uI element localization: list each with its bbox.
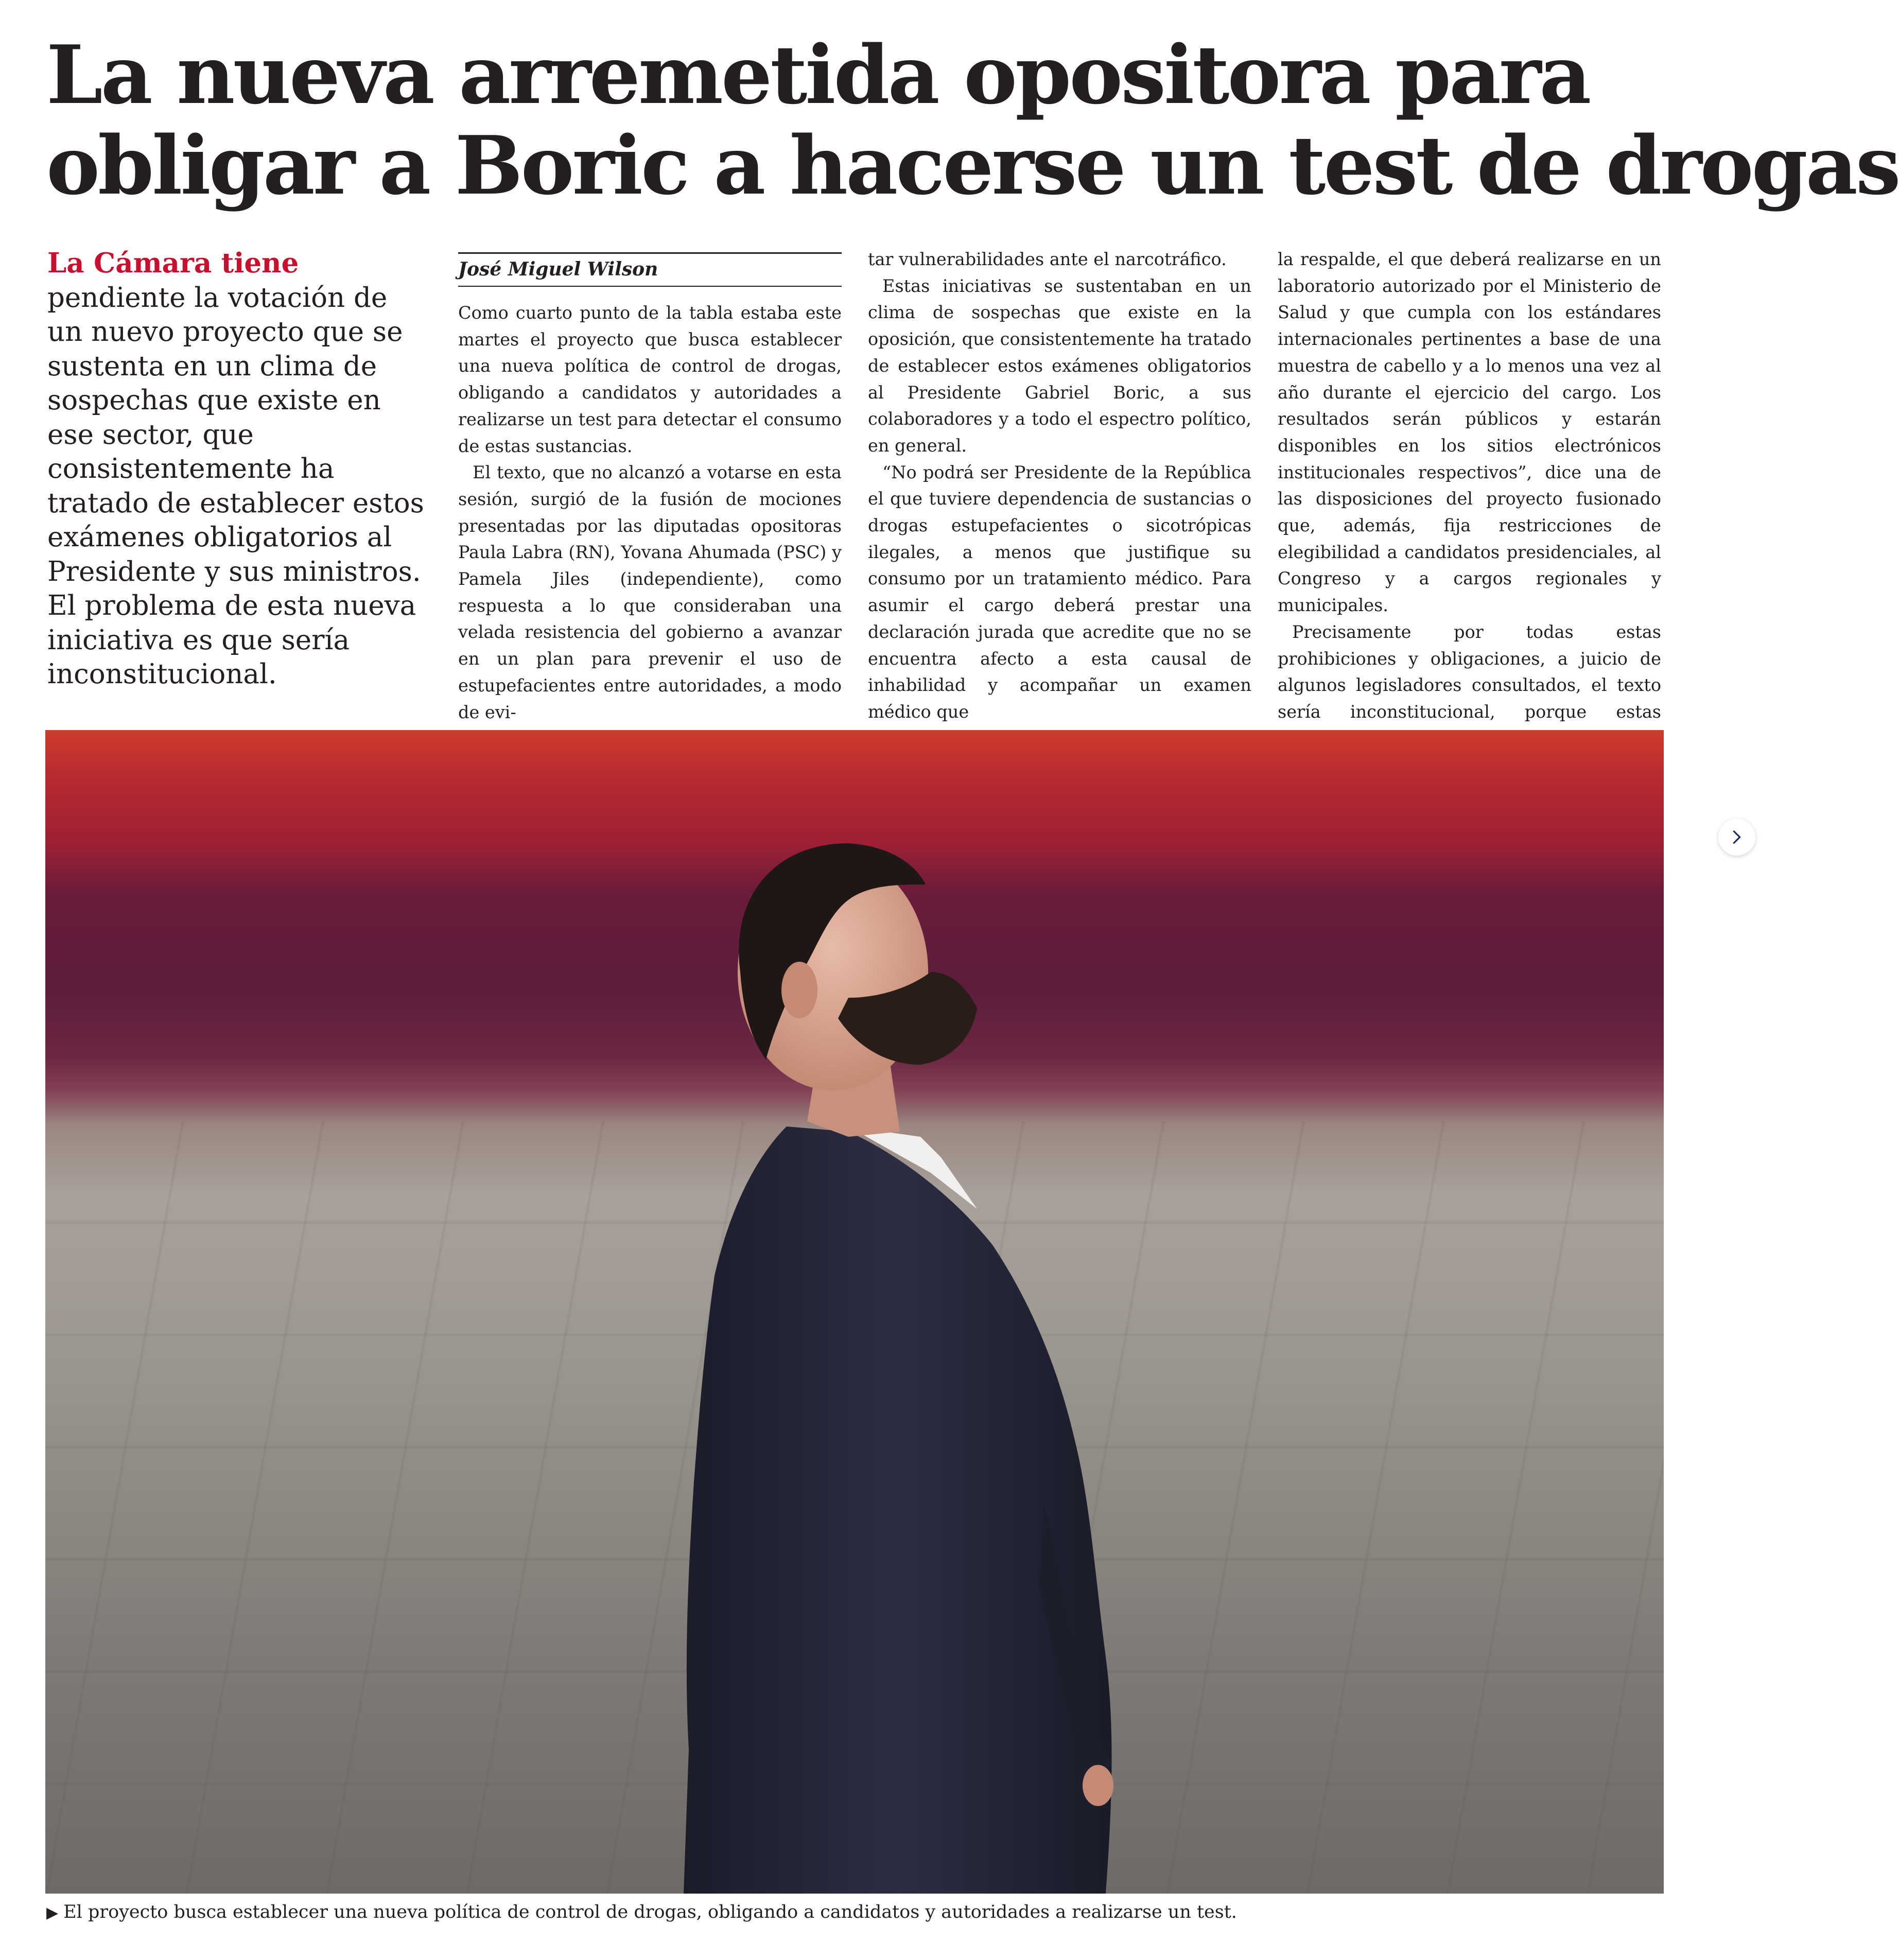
headline-line-2: obligar a Boric a hacerse un test de drogas: [46, 118, 1899, 213]
headline: [46, 28, 1899, 213]
body-paragraph: “No podrá ser Presidente de la República el que tuviere dependencia de sustancias o drogas estupefacientes o sicotrópicas ilegales, a menos que justifique su consumo por un tratamiento médico. Para asumir el cargo deberá prestar una declaración jurada que acredite que no se encuentra afecto a esta causal de inhabilidad y acompañar un examen médico que: [868, 462, 1251, 722]
body-column-1: [458, 300, 842, 722]
body-paragraph: Precisamente por todas estas prohibiciones y obligaciones, a juicio de algunos legisladores consultados, el texto sería inconstitucional, porque estas: [1278, 621, 1661, 722]
byline-rule: [458, 252, 842, 287]
body-paragraph: tar vulnerabilidades ante el narcotráfico.: [868, 249, 1227, 269]
chevron-right-icon: [1728, 828, 1746, 846]
caption-marker-icon: ▶: [46, 1904, 59, 1922]
lead-text: pendiente la votación de un nuevo proyecto que se sustenta en un clima de sospechas que existe en ese sector, que consistentemente ha tratado de establecer estos exámenes obligatorios al Presidente y sus ministros. El problema de esta nueva iniciativa es que sería inconstitucional.: [47, 282, 424, 690]
body-paragraph: Como cuarto punto de la tabla estaba este martes el proyecto que busca establecer una nueva política de control de drogas, obligando a candidatos y autoridades a realizarse un test para detectar el consumo de estas sustancias.: [458, 303, 842, 456]
article-photo: [45, 730, 1664, 1894]
lead-kicker: La Cámara tiene: [47, 247, 299, 279]
next-page-button[interactable]: [1718, 819, 1755, 856]
caption-text: El proyecto busca establecer una nueva política de control de drogas, obligando a candidatos y autoridades a realizarse un test.: [63, 1902, 1237, 1922]
photo-caption: [46, 1900, 1694, 1926]
byline: José Miguel Wilson: [458, 258, 658, 280]
lead-paragraph: [47, 246, 428, 692]
body-paragraph: El texto, que no alcanzó a votarse en esta sesión, surgió de la fusión de mociones presentadas por las diputadas opositoras Paula Labra (RN), Yovana Ahumada (PSC) y Pamela Jiles (independiente), como respuesta a lo que consideraban una velada resistencia del gobierno a avanzar en un plan para prevenir el uso de estupefacientes entre autoridades, a modo de evi-: [458, 462, 842, 722]
body-column-3: [1278, 246, 1661, 722]
body-paragraph: Estas iniciativas se sustentaban en un clima de sospechas que existe en la oposición, que consistentemente ha tratado de establecer estos exámenes obligatorios al Presidente Gabriel Boric, a sus colaboradores y a todo el espectro político, en general.: [868, 275, 1251, 456]
headline-line-1: La nueva arremetida opositora para: [46, 28, 1590, 122]
body-paragraph: la respalde, el que deberá realizarse en un laboratorio autorizado por el Ministerio de Salud y que cumpla con los estándares internacionales pertinentes a base de una muestra de cabello y a lo menos una vez al año durante el ejercicio del cargo. Los resultados serán públicos y estarán disponibles en los sitios electrónicos institucionales respectivos”, dice una de las disposiciones del proyecto fusionado que, además, fija restricciones de elegibilidad a candidatos presidenciales, al Congreso y a cargos regionales y municipales.: [1278, 249, 1661, 616]
body-column-2: [868, 246, 1251, 722]
photo-subject-silhouette: [45, 730, 1664, 1894]
